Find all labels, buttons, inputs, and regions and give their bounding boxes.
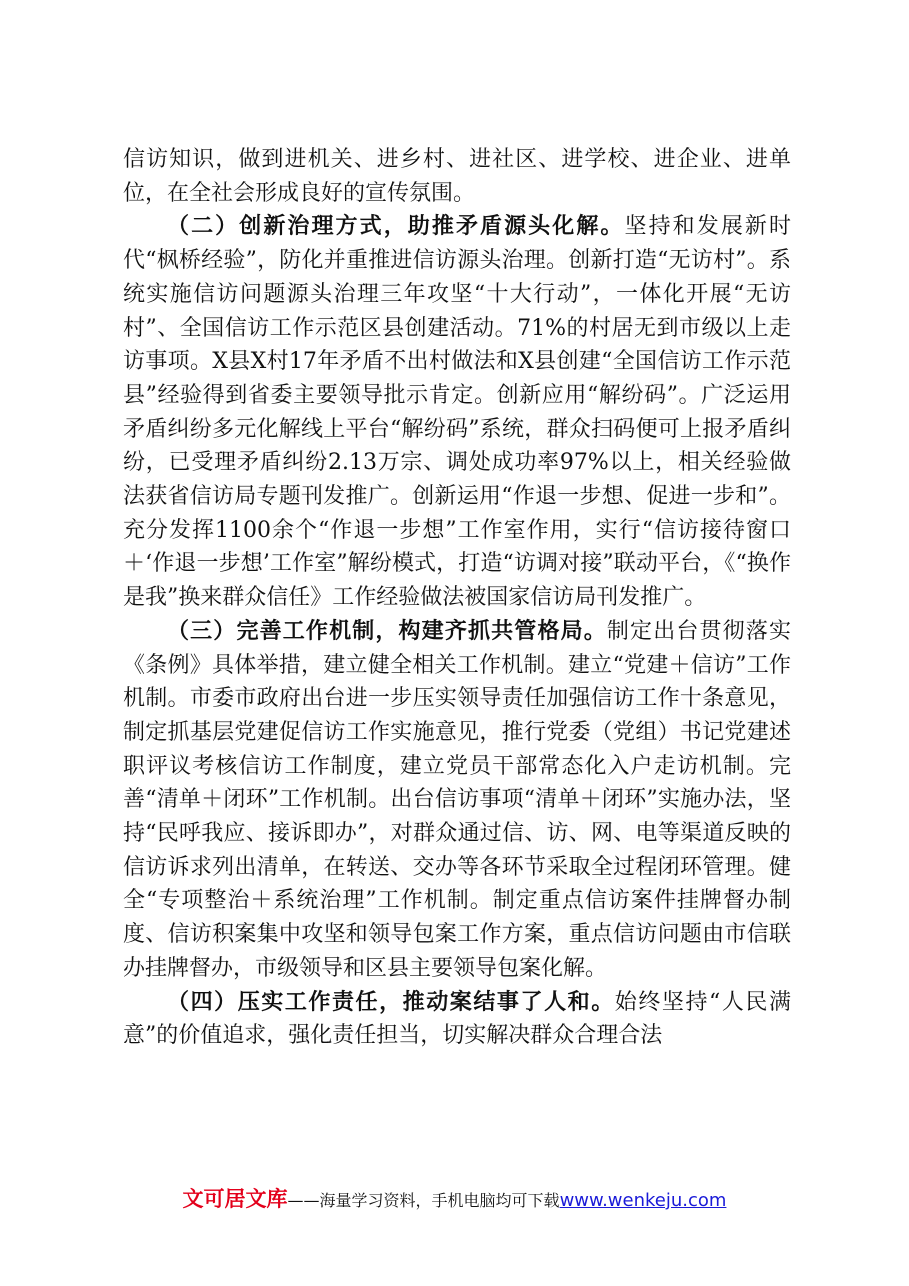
paragraph-continuation <box>123 143 791 210</box>
section-heading: （三）完善工作机制，构建齐抓共管格局。 <box>167 617 607 644</box>
section-heading: （二）创新治理方式，助推矛盾源头化解。 <box>167 213 625 240</box>
paragraph-section-4 <box>123 986 791 1053</box>
paragraph-section-2 <box>123 210 791 614</box>
paragraph-text: 信访知识，做到进机关、进乡村、进社区、进学校、进企业、进单位，在全社会形成良好的宣传氛围。 <box>123 147 791 206</box>
section-heading: （四）压实工作责任，推动案结事了人和。 <box>167 988 615 1015</box>
footer-banner <box>0 1183 909 1213</box>
paragraph-section-3 <box>123 615 791 986</box>
footer-tagline: ——海量学习资料，手机电脑均可下载 <box>287 1191 560 1210</box>
paragraph-text: 始终坚持“人民满意”的价值追求，强化责任担当，切实解决群众合理合法 <box>123 989 791 1049</box>
paragraph-text: 制定出台贯彻落实《条例》具体举措，建立健全相关工作机制。建立“党建＋信访”工作机制。市委市政府出台进一步压实领导责任加强信访工作十条意见，制定抓基层党建促信访工作实施意见，推行党委（党组）书记党建述职评议考核信访工作制度，建立党员干部常态化入户走访机制。完善“清单＋闭环”工作机制。出台信访事项“清单＋闭环”实施办法，坚持“民呼我应、接诉即办”，对群众通过信、访、网、电等渠道反映的信访诉求列出清单，在转送、交办等各环节采取全过程闭环管理。健全“专项整治＋系统治理”工作机制。制定重点信访案件挂牌督办制度、信访积案集中攻坚和领导包案工作方案，重点信访问题由市信联办挂牌督办，市级领导和区县主要领导包案化解。 <box>123 618 791 981</box>
paragraph-text: 坚持和发展新时代“枫桥经验”，防化并重推进信访源头治理。创新打造“无访村”。系统实施信访问题源头治理三年攻坚“十大行动”，一体化开展“无访村”、全国信访工作示范区县创建活动。71%的村居无到市级以上走访事项。X县X村17年矛盾不出村做法和X县创建“全国信访工作示范县”经验得到省委主要领导批示肯定。创新应用“解纷码”。广泛运用矛盾纠纷多元化解线上平台“解纷码”系统，群众扫码便可上报矛盾纠纷，已受理矛盾纠纷2.13万宗、调处成功率97%以上，相关经验做法获省信访局专题刊发推广。创新运用“作退一步想、促进一步和”。充分发挥1100余个“作退一步想”工作室作用，实行“信访接待窗口＋‘作退一步想’工作室”解纷模式，打造“访调对接”联动平台，《“换作是我”换来群众信任》工作经验做法被国家信访局刊发推广。 <box>123 214 791 611</box>
footer-brand: 文可居文库 <box>182 1187 288 1211</box>
document-body <box>123 143 791 1053</box>
footer-url-link[interactable]: www.wenkeju.com <box>559 1190 727 1211</box>
